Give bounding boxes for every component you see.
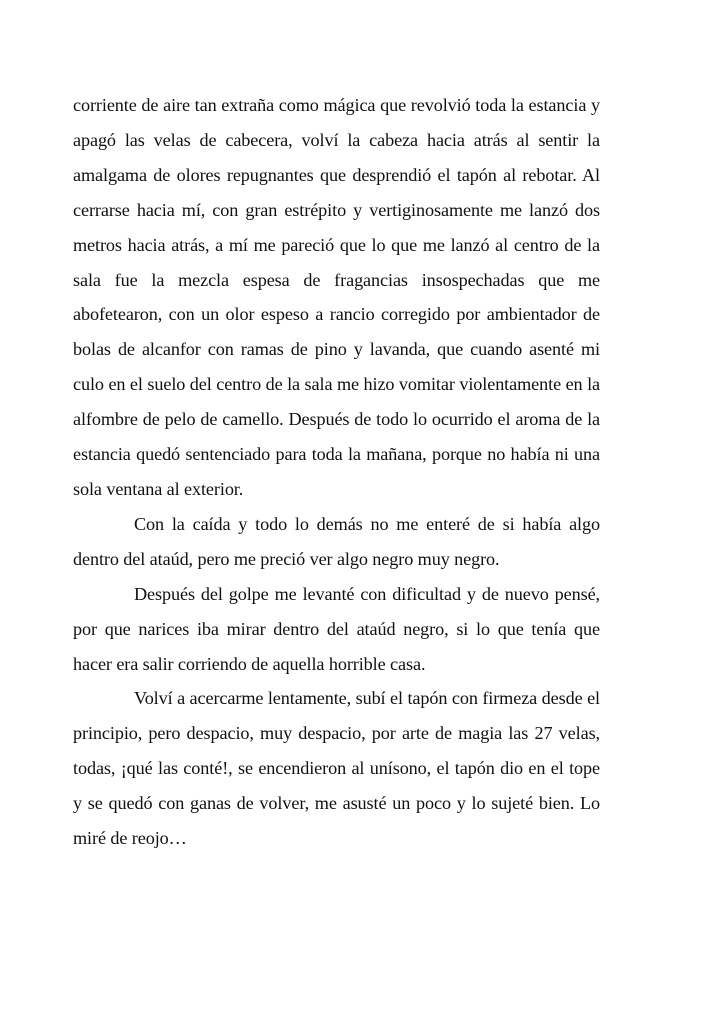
- paragraph-3: Después del golpe me levanté con dificultad y de nuevo pensé, por que narices iba mirar dentro del ataúd negro, si lo que tenía que hacer era salir corriendo de aquella horrible casa.: [73, 583, 600, 674]
- document-page: [73, 88, 600, 856]
- paragraph-1: corriente de aire tan extraña como mágica que revolvió toda la estancia y apagó las velas de cabecera, volví la cabeza hacia atrás al sentir la amalgama de olores repugnantes que desprendió el tapón al rebotar. Al cerrarse hacia mí, con gran estrépito y vertiginosamente me lanzó dos metros hacia atrás, a mí me pareció que lo que me lanzó al centro de la sala fue la mezcla espesa de fragancias insospechadas que me abofetearon, con un olor espeso a rancio corregido por ambientador de bolas de alcanfor con ramas de pino y lavanda, que cuando asenté mi culo en el suelo del centro de la sala me hizo vomitar violentamente en la alfombre de pelo de camello. Después de todo lo ocurrido el aroma de la estancia quedó sentenciado para toda la mañana, porque no había ni una sola ventana al exterior.: [73, 95, 600, 499]
- paragraph-2: Con la caída y todo lo demás no me enteré de si había algo dentro del ataúd, pero me preció ver algo negro muy negro.: [73, 513, 600, 569]
- paragraph-4: Volví a acercarme lentamente, subí el tapón con firmeza desde el principio, pero despacio, muy despacio, por arte de magia las 27 velas, todas, ¡qué las conté!, se encendieron al unísono, el tapón dio en el tope y se quedó con ganas de volver, me asusté un poco y lo sujeté bien. Lo miré de reojo…: [73, 688, 600, 849]
